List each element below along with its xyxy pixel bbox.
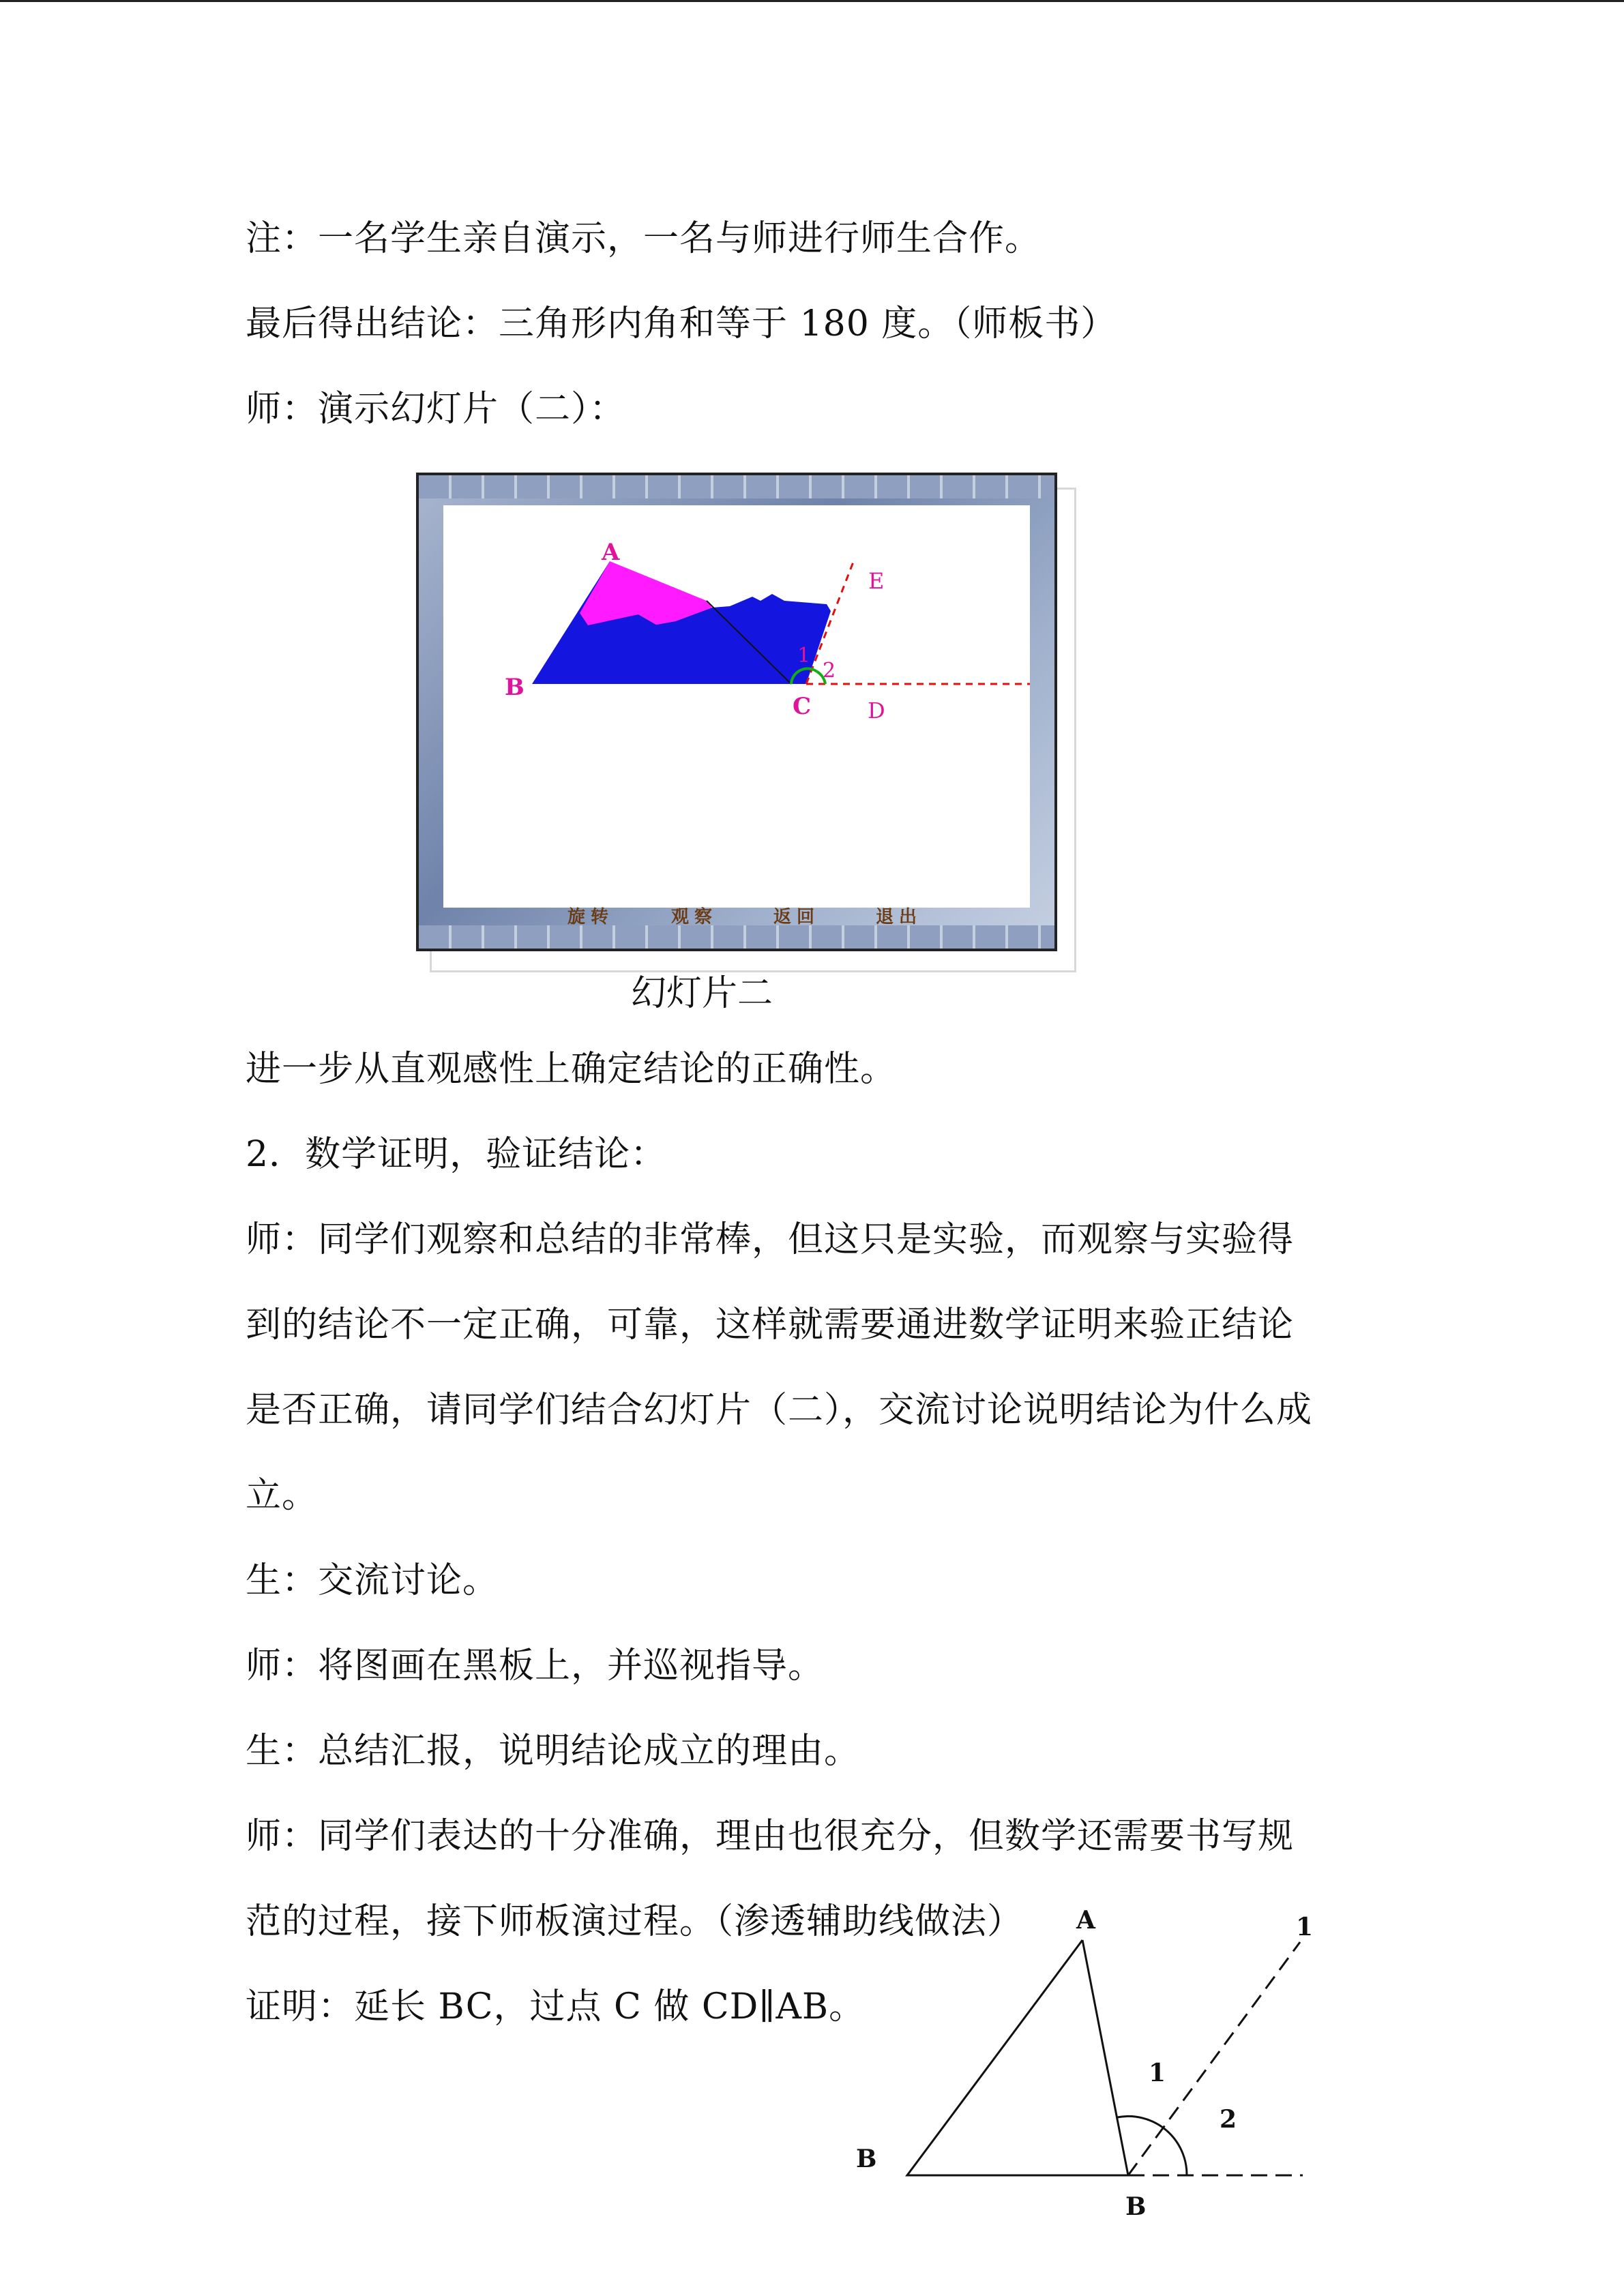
menu-observe-button[interactable]: 观察 bbox=[671, 907, 718, 927]
label-c: C bbox=[793, 693, 812, 720]
menu-back-button[interactable]: 返回 bbox=[773, 907, 821, 927]
menu-exit-button[interactable]: 退出 bbox=[876, 907, 923, 927]
label-a: A bbox=[1076, 1906, 1095, 1935]
angle-arc-2 bbox=[1166, 2130, 1187, 2175]
label-b-bottom: B bbox=[1125, 2192, 1147, 2221]
paragraph-note: 注：一名学生亲自演示，一名与师进行师生合作。 bbox=[246, 218, 1042, 259]
paragraph-teacher-praise: 师：同学们表达的十分准确，理由也很充分，但数学还需要书写规 bbox=[246, 1816, 1295, 1857]
paragraph-teacher-4: 立。 bbox=[246, 1475, 319, 1516]
paragraph-proof: 证明：延长 BC，过点 C 做 CD∥AB。 bbox=[246, 1986, 866, 2027]
triangle-abc bbox=[907, 1940, 1128, 2175]
label-b: B bbox=[505, 674, 525, 701]
slide-top-border bbox=[419, 475, 1054, 498]
paragraph-student-discuss: 生：交流讨论。 bbox=[246, 1560, 499, 1601]
label-angle-1: 1 bbox=[1149, 2059, 1166, 2087]
paragraph-intuition: 进一步从直观感性上确定结论的正确性。 bbox=[246, 1049, 897, 1090]
page-top-border bbox=[0, 0, 1624, 2]
triangle-body bbox=[532, 561, 831, 684]
paragraph-conclusion: 最后得出结论：三角形内角和等于 180 度。（师板书） bbox=[246, 303, 1117, 344]
paragraph-teacher-process: 范的过程，接下师板演过程。（渗透辅助线做法） bbox=[246, 1901, 1024, 1942]
paragraph-student-report: 生：总结汇报，说明结论成立的理由。 bbox=[246, 1731, 861, 1772]
triangle-diagram bbox=[443, 505, 1030, 908]
label-d: D bbox=[868, 698, 885, 724]
label-a: A bbox=[602, 539, 620, 566]
angle-arc-1 bbox=[1117, 2116, 1166, 2130]
label-angle-2: 2 bbox=[1220, 2105, 1237, 2134]
paragraph-teacher-2: 到的结论不一定正确，可靠，这样就需要通进数学证明来验正结论 bbox=[246, 1304, 1295, 1345]
paragraph-teacher-3: 是否正确，请同学们结合幻灯片（二），交流讨论说明结论为什么成 bbox=[246, 1390, 1313, 1431]
paragraph-teacher-1: 师：同学们观察和总结的非常棒，但这只是实验，而观察与实验得 bbox=[246, 1219, 1295, 1260]
paragraph-slide-intro: 师：演示幻灯片（二）： bbox=[246, 389, 626, 430]
slide-two bbox=[416, 473, 1057, 951]
slide-caption: 幻灯片二 bbox=[631, 973, 773, 1014]
label-ray-1: 1 bbox=[1296, 1913, 1314, 1941]
slide-bottom-border bbox=[419, 925, 1054, 949]
label-angle-1: 1 bbox=[797, 644, 811, 668]
paragraph-teacher-draw: 师：将图画在黑板上，并巡视指导。 bbox=[246, 1645, 825, 1686]
menu-rotate-button[interactable]: 旋转 bbox=[567, 907, 615, 927]
slide-canvas bbox=[443, 505, 1030, 927]
paragraph-section-heading: 2．数学证明，验证结论： bbox=[246, 1134, 667, 1175]
label-e: E bbox=[868, 568, 885, 594]
label-angle-2: 2 bbox=[823, 659, 836, 683]
label-b-left: B bbox=[856, 2145, 877, 2173]
proof-triangle-diagram bbox=[839, 1889, 1350, 2230]
